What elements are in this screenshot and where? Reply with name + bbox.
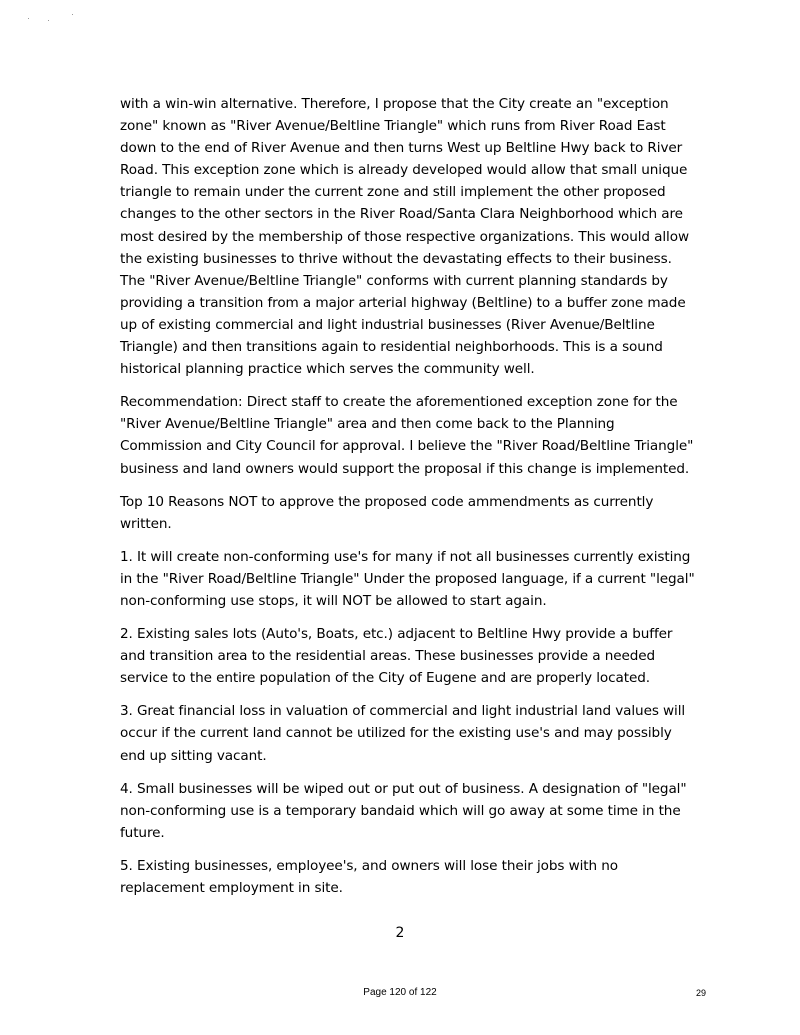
reason-item-5: 5. Existing businesses, employee's, and owners will lose their jobs with no replacement employment in site. xyxy=(120,857,618,896)
paragraph-top-reasons-heading: Top 10 Reasons NOT to approve the proposed code ammendments as currently written. xyxy=(120,493,654,532)
footer-page-label: Page 120 of 122 xyxy=(363,987,437,998)
footer-right-number: 29 xyxy=(695,988,706,998)
reason-item-1: 1. It will create non-conforming use's for many if not all businesses currently existing in the "River Road/Beltline Triangle" Under the proposed language, if a current "legal" non-conforming use stops, it will NOT be allowed to start again. xyxy=(120,548,695,609)
reason-item-2: 2. Existing sales lots (Auto's, Boats, etc.) adjacent to Beltline Hwy provide a buffer and transition area to the residential areas. These businesses provide a needed service to the entire population of the City of Eugene and are properly located. xyxy=(120,626,673,687)
reason-item-4: 4. Small businesses will be wiped out or put out of business. A designation of "legal" non-conforming use is a temporary bandaid which will go away at some time in the future. xyxy=(120,780,687,841)
paragraph-recommendation: Recommendation: Direct staff to create the aforementioned exception zone for the "River Avenue/Beltline Triangle" area and then come back to the Planning Commission and City Council for approval. I believe the "River Road/Beltline Triangle" business and land owners would support the proposal if this change is implemented. xyxy=(120,394,694,477)
document-page-number: 2 xyxy=(395,925,405,941)
reason-item-3: 3. Great financial loss in valuation of commercial and light industrial land values will occur if the current land cannot be utilized for the existing use's and may possibly end up sitting vacant. xyxy=(120,703,686,764)
document-body xyxy=(120,93,700,910)
scan-artifact xyxy=(28,14,78,22)
paragraph-exception-zone: with a win-win alternative. Therefore, I propose that the City create an "exception zone" known as "River Avenue/Beltline Triangle" which runs from River Road East down to the end of River Avenue and then turns West up Beltline Hwy back to River Road. This exception zone which is already developed would allow that small unique triangle to remain under the current zone and still implement the other proposed changes to the other sectors in the River Road/Santa Clara Neighborhood which are most desired by the membership of those respective organizations. This would allow the existing businesses to thrive without the devastating effects to their business. The "River Avenue/Beltline Triangle" conforms with current planning standards by providing a transition from a major arterial highway (Beltline) to a buffer zone made up of existing commercial and light industrial businesses (River Avenue/Beltline Triangle) and then transitions again to residential neighborhoods. This is a sound historical planning practice which serves the community well. xyxy=(120,96,689,378)
